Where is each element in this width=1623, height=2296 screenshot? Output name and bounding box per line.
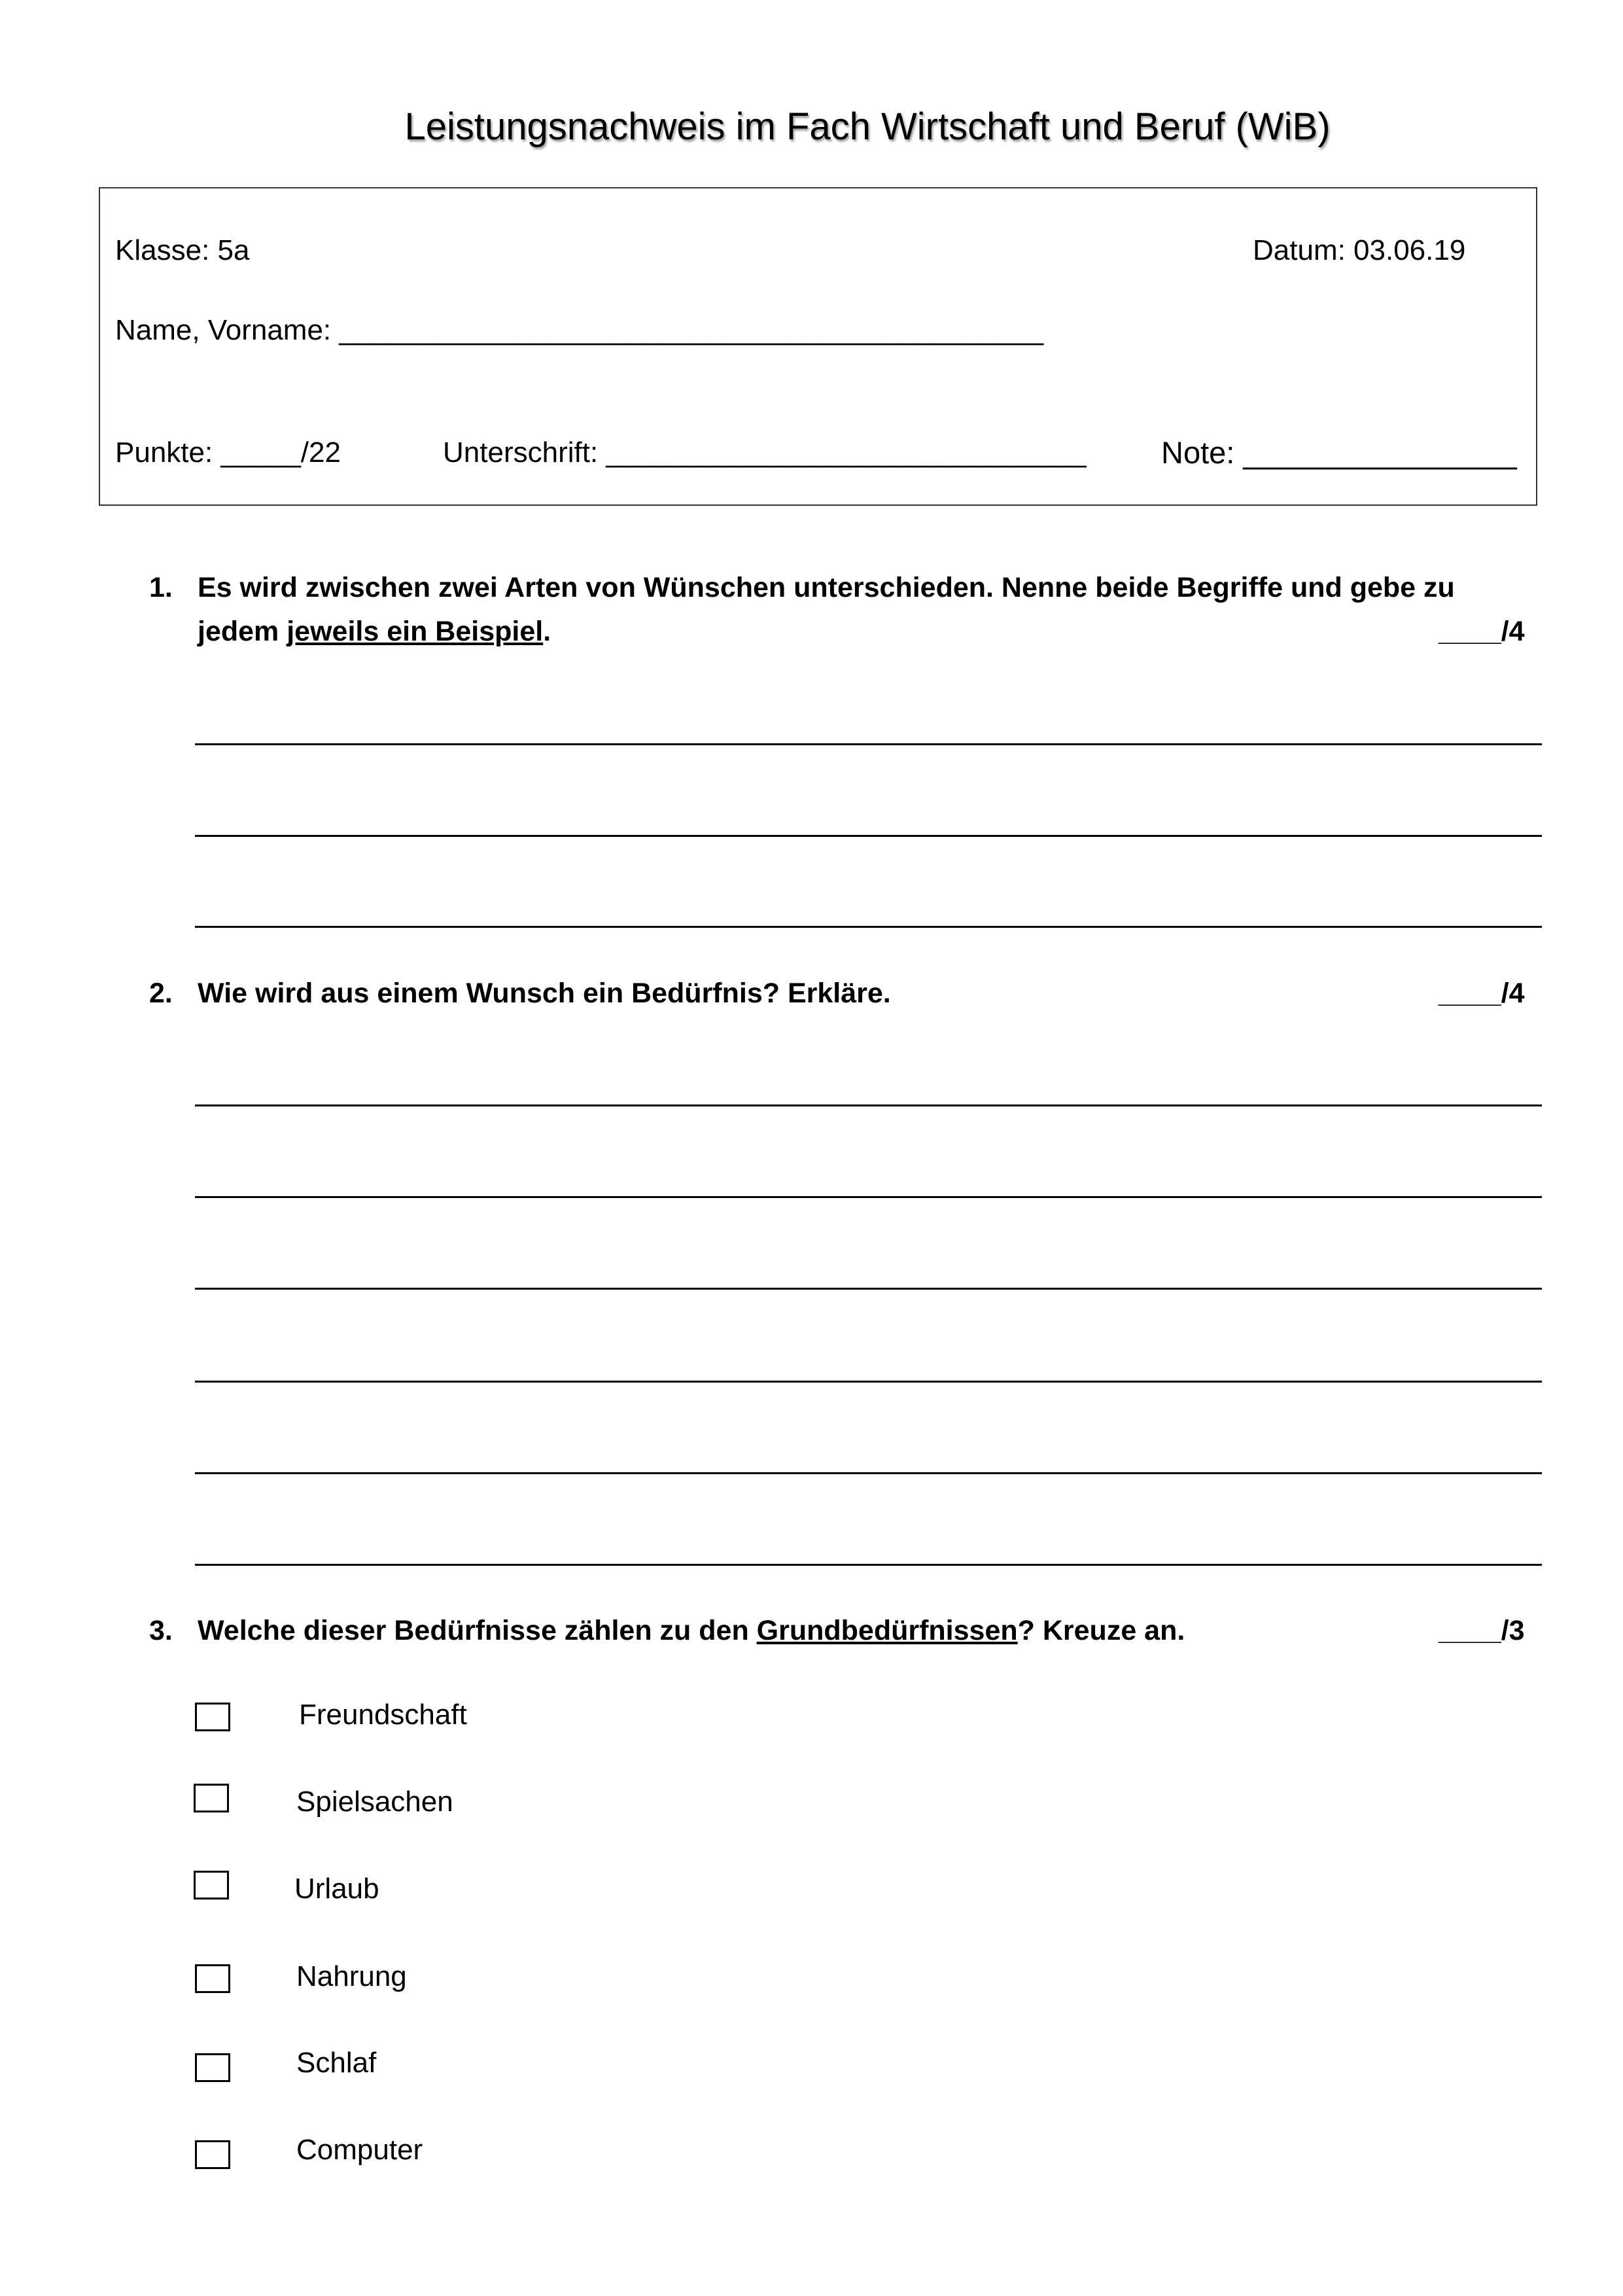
date-label: Datum: 03.06.19	[1253, 234, 1466, 266]
name-field[interactable]: Name, Vorname: ____________________________________________	[115, 314, 1044, 346]
grade-field[interactable]: Note: ________________	[1161, 435, 1517, 470]
answer-line[interactable]	[195, 926, 1542, 928]
question-2-score[interactable]: ____/4	[1439, 978, 1525, 1009]
question-3-number: 3.	[149, 1615, 173, 1646]
q3-text-post: ? Kreuze an.	[1017, 1615, 1185, 1646]
question-1-text-line2	[198, 614, 551, 648]
question-2-text: Wie wird aus einem Wunsch ein Bedürfnis? Erkläre.	[198, 978, 891, 1009]
answer-line[interactable]	[195, 1381, 1542, 1383]
page-title: Leistungsnachweis im Fach Wirtschaft und Beruf (WiB)	[404, 105, 1331, 148]
checkbox-nahrung[interactable]	[195, 1964, 230, 1993]
option-label: Computer	[296, 2134, 423, 2166]
checkbox-urlaub[interactable]	[194, 1871, 229, 1899]
answer-line[interactable]	[195, 1564, 1542, 1566]
option-label: Spielsachen	[296, 1786, 453, 1818]
checkbox-spielsachen[interactable]	[194, 1784, 229, 1812]
checkbox-schlaf[interactable]	[195, 2053, 230, 2082]
answer-line[interactable]	[195, 835, 1542, 837]
checkbox-computer[interactable]	[195, 2140, 230, 2169]
answer-line[interactable]	[195, 1472, 1542, 1474]
checkbox-freundschaft[interactable]	[195, 1703, 230, 1731]
q3-text-underlined: Grundbedürfnissen	[756, 1615, 1018, 1646]
question-3-text	[198, 1614, 1185, 1648]
answer-line[interactable]	[195, 1196, 1542, 1198]
points-field[interactable]: Punkte: _____/22	[115, 436, 341, 468]
question-1-text: Es wird zwischen zwei Arten von Wünschen unterschieden. Nenne beide Begriffe und gebe zu	[198, 572, 1455, 603]
answer-line[interactable]	[195, 1288, 1542, 1290]
q3-text-pre: Welche dieser Bedürfnisse zählen zu den	[198, 1615, 757, 1646]
answer-line[interactable]	[195, 743, 1542, 745]
q1-text-post: .	[543, 616, 551, 647]
q1-text-underlined: jeweils ein Beispiel	[287, 616, 544, 647]
signature-field[interactable]: Unterschrift: ______________________________	[443, 436, 1087, 468]
option-label: Freundschaft	[299, 1699, 467, 1731]
option-label: Nahrung	[296, 1960, 407, 1992]
question-1-number: 1.	[149, 572, 173, 603]
option-label: Schlaf	[296, 2047, 377, 2079]
question-1-score[interactable]: ____/4	[1439, 616, 1525, 647]
option-label: Urlaub	[294, 1873, 379, 1905]
question-2-number: 2.	[149, 978, 173, 1009]
q1-text-pre: jedem	[198, 616, 287, 647]
question-3-score[interactable]: ____/3	[1439, 1615, 1525, 1646]
answer-line[interactable]	[195, 1104, 1542, 1106]
class-label: Klasse: 5a	[115, 234, 250, 266]
